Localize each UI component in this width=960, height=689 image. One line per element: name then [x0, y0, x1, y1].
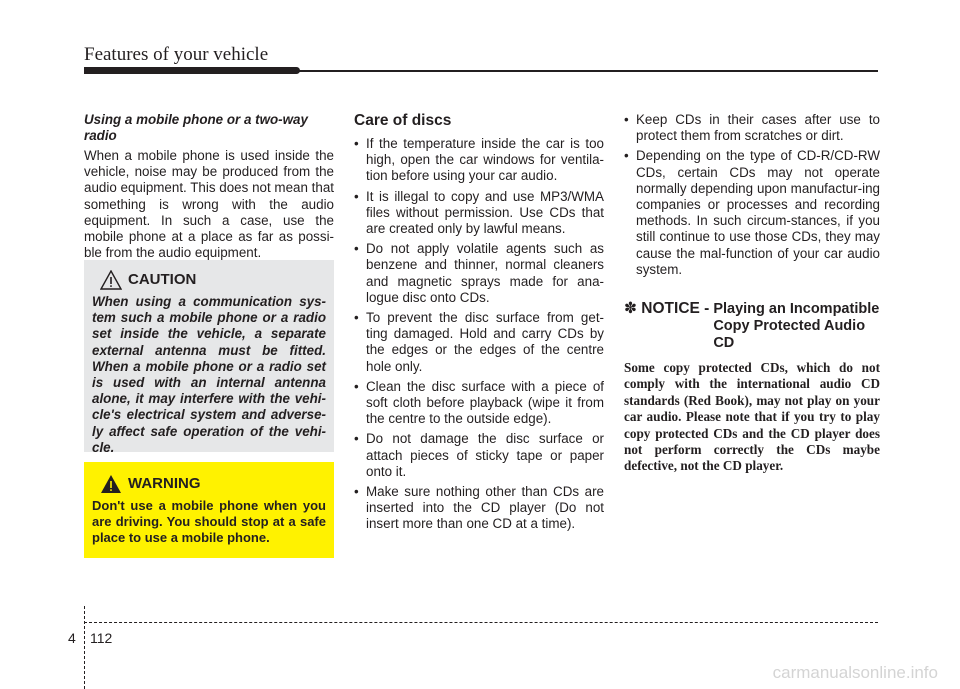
column-left: [84, 112, 334, 261]
caution-text: When using a communication sys-tem such a mobile phone or a radio set inside the vehicle, a separate external antenna must be fitted. When a mobile phone or a radio set is used with an internal antenna alone, it may interfere with the vehi-cle's electrical system and adverse-ly affect safe operation of the vehi-cle.: [92, 294, 326, 455]
column-middle: [354, 112, 604, 537]
notice-label: ✽ NOTICE -: [624, 300, 710, 318]
chapter-number: 4: [68, 630, 76, 646]
list-item: • If the temperature inside the car is too high, open the car windows for ventila-tion before using your car audio.: [354, 136, 604, 185]
caution-label: CAUTION: [128, 271, 197, 288]
list-item: • Clean the disc surface with a piece of soft cloth before playback (wipe it from the centre to the outside edge).: [354, 379, 604, 428]
warning-triangle-icon: [100, 474, 122, 494]
column-right: [624, 112, 880, 475]
paragraph-mobile-phone: When a mobile phone is used inside the vehicle, noise may be produced from the audio equipment. This does not mean that something is wrong with the audio equipment. In such a case, use the mobile phone at a place as far as possi-ble from the audio equipment.: [84, 148, 334, 261]
list-item: • It is illegal to copy and use MP3/WMA files without permission. Use CDs that are created only by lawful means.: [354, 189, 604, 238]
care-of-discs-list: [354, 136, 604, 533]
page-header-title: Features of your vehicle: [84, 44, 269, 65]
warning-box: [84, 462, 334, 558]
warning-label: WARNING: [128, 475, 201, 492]
notice-header: [624, 300, 880, 352]
list-item: • Keep CDs in their cases after use to protect them from scratches or dirt.: [624, 112, 880, 144]
section-title-care-of-discs: Care of discs: [354, 112, 452, 129]
list-item: • Do not apply volatile agents such as benzene and thinner, normal cleaners and magnetic sprays made for ana-logue disc onto CDs.: [354, 241, 604, 306]
footer-rule: [84, 622, 878, 623]
list-item: • Do not damage the disc surface or attach pieces of sticky tape or paper onto it.: [354, 431, 604, 480]
watermark: carmanualsonline.info: [772, 663, 938, 682]
warning-text: Don't use a mobile phone when you are driving. You should stop at a safe place to use a mobile phone.: [92, 498, 326, 545]
header-tab-bar: [84, 67, 300, 74]
caution-header: [100, 270, 326, 290]
warning-header: [100, 474, 326, 494]
list-item: • Depending on the type of CD-R/CD-RW CDs, certain CDs may not operate normally depending upon manufactur-ing companies or processes and recording methods. In such circum-stances, if you still continue to use those CDs, they may cause the mal-function of your car audio system.: [624, 148, 880, 278]
caution-box: [84, 260, 334, 455]
footer-divider: [84, 606, 85, 689]
subheading-mobile-phone: Using a mobile phone or a two-way radio: [84, 112, 308, 143]
page-number: 112: [90, 630, 113, 646]
disc-storage-list: [624, 112, 880, 278]
notice-text: Some copy protected CDs, which do not comply with the international audio CD standards (Red Book), may not play on your car audio. Please note that if you try to play copy protected CDs and the CD player does not perform correctly the CDs maybe defective, not the CD player.: [624, 360, 880, 474]
caution-triangle-icon: [100, 270, 122, 290]
list-item: • Make sure nothing other than CDs are inserted into the CD player (Do not insert more than one CD at a time).: [354, 484, 604, 533]
list-item: • To prevent the disc surface from get-ting damaged. Hold and carry CDs by the edges or the edges of the centre hole only.: [354, 310, 604, 375]
notice-title: Playing an Incompatible Copy Protected Audio CD: [713, 301, 880, 352]
